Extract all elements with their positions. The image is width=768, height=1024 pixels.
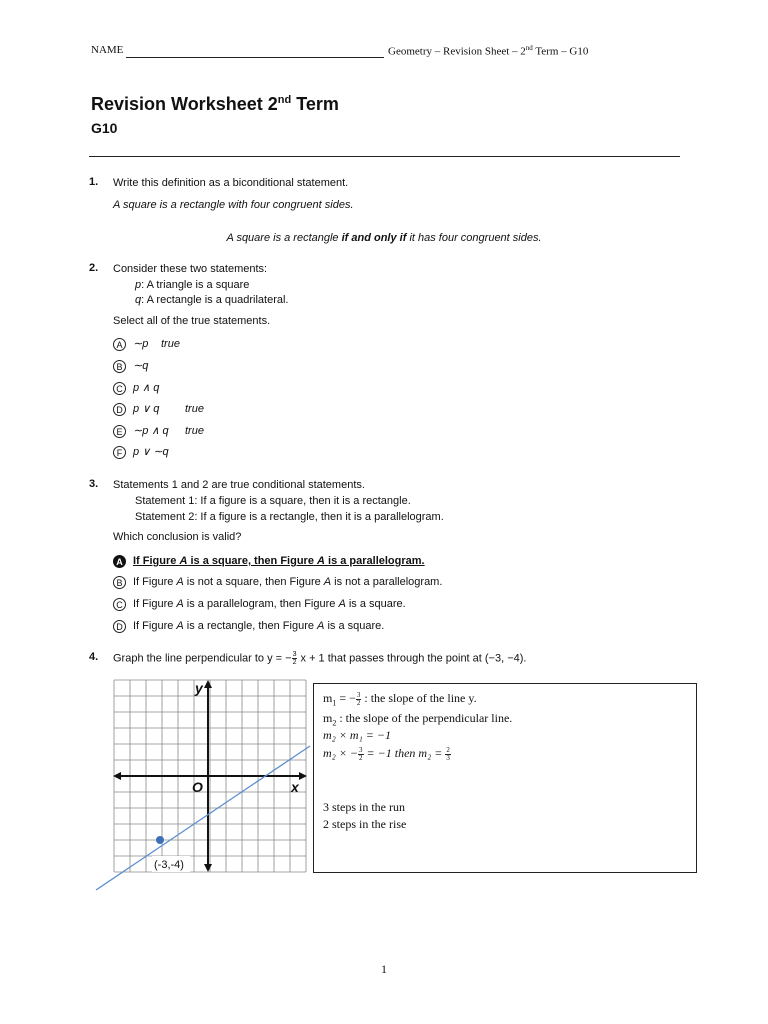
- q2-statement-q: q: A rectangle is a quadrilateral.: [135, 294, 289, 306]
- option-letter-icon: C: [113, 598, 126, 611]
- q3-statement-2: Statement 2: If a figure is a rectangle, then it is a parallelogram.: [135, 511, 444, 523]
- q3-option-a-selected[interactable]: A If Figure A is a square, then Figure A is a parallelogram.: [113, 553, 425, 569]
- q3-question: Which conclusion is valid?: [113, 531, 242, 543]
- work-line-3: m₂ × m₁ = −1: [323, 728, 391, 742]
- option-letter-icon: D: [113, 620, 126, 633]
- work-line-4: m₂ × − $\frac{3}{2}$ = −1 then m₂ = $\frac{2}{3}$: [323, 745, 450, 762]
- q2-prompt: Consider these two statements:: [113, 263, 268, 275]
- option-letter-icon: C: [113, 382, 126, 395]
- name-label: NAME: [91, 44, 124, 56]
- q3-option-c[interactable]: C If Figure A is a parallelogram, then Figure A is a square.: [113, 596, 406, 612]
- fraction: $\frac{3}{2}$: [356, 690, 361, 707]
- page-title: Revision Worksheet 2nd Term: [91, 94, 339, 114]
- q2-option-c[interactable]: C p ∧ q: [113, 380, 159, 396]
- point-label: (-3,-4): [154, 859, 184, 871]
- q2-instruction: Select all of the true statements.: [113, 315, 271, 327]
- q2-option-e-note: true: [185, 425, 204, 437]
- fraction: $\frac{3}{2}$: [292, 651, 297, 666]
- q3-number: 3.: [89, 478, 99, 490]
- page-subtitle: G10: [91, 120, 118, 136]
- course-header: Geometry – Revision Sheet – 2nd Term – G10: [388, 44, 589, 58]
- q2-option-d[interactable]: D p ∨ q: [113, 401, 159, 417]
- option-letter-icon: F: [113, 446, 126, 459]
- fraction: $\frac{2}{3}$: [446, 745, 450, 762]
- name-input-line[interactable]: [126, 57, 384, 58]
- q2-option-b[interactable]: B ∼q: [113, 358, 148, 374]
- perpendicular-line: [96, 746, 310, 890]
- q1-number: 1.: [89, 176, 99, 188]
- origin-label: O: [192, 779, 203, 795]
- q1-definition: A square is a rectangle with four congruent sides.: [113, 199, 354, 211]
- divider: [89, 156, 680, 157]
- q1-answer: A square is a rectangle if and only if it has four congruent sides.: [226, 232, 542, 244]
- option-letter-icon: A: [113, 555, 126, 568]
- q2-number: 2.: [89, 262, 99, 274]
- work-line-1: $m_1$ = − $\frac{3}{2}$ : the slope of the line y.: [323, 690, 477, 708]
- work-line-2: $m_2$ : the slope of the perpendicular line.: [323, 711, 513, 728]
- page-number: 1: [381, 962, 387, 976]
- y-axis-label: y: [195, 680, 203, 696]
- q3-option-b[interactable]: B If Figure A is not a square, then Figure A is not a parallelogram.: [113, 574, 442, 590]
- q4-prompt: Graph the line perpendicular to y = − $\frac{3}{2}$ x + 1 that passes through the point at (−3, −4).: [113, 651, 527, 666]
- work-line-5: 3 steps in the run: [323, 800, 405, 814]
- work-line-6: 2 steps in the rise: [323, 817, 407, 831]
- q2-option-a-note: true: [161, 338, 180, 350]
- q3-statement-1: Statement 1: If a figure is a square, then it is a rectangle.: [135, 495, 411, 507]
- q2-option-e[interactable]: E ∼p ∧ q: [113, 423, 169, 439]
- coordinate-graph[interactable]: [90, 676, 312, 896]
- option-letter-icon: B: [113, 576, 126, 589]
- q3-option-d[interactable]: D If Figure A is a rectangle, then Figure A is a square.: [113, 618, 384, 634]
- option-letter-icon: D: [113, 403, 126, 416]
- y-axis-arrow-up: [204, 680, 212, 688]
- fraction: $\frac{3}{2}$: [359, 745, 363, 762]
- q2-option-f[interactable]: F p ∨ ∼q: [113, 444, 169, 460]
- q2-option-a[interactable]: A ∼p: [113, 336, 148, 352]
- q1-prompt: Write this definition as a biconditional statement.: [113, 177, 349, 189]
- option-letter-icon: E: [113, 425, 126, 438]
- solution-box: [313, 683, 697, 873]
- x-axis-label: x: [291, 779, 299, 795]
- y-axis-arrow-down: [204, 864, 212, 872]
- option-letter-icon: A: [113, 338, 126, 351]
- q3-prompt: Statements 1 and 2 are true conditional statements.: [113, 479, 365, 491]
- q2-statement-p: p: A triangle is a square: [135, 279, 250, 291]
- q4-number: 4.: [89, 651, 99, 663]
- given-point: [156, 836, 164, 844]
- option-letter-icon: B: [113, 360, 126, 373]
- q2-option-d-note: true: [185, 403, 204, 415]
